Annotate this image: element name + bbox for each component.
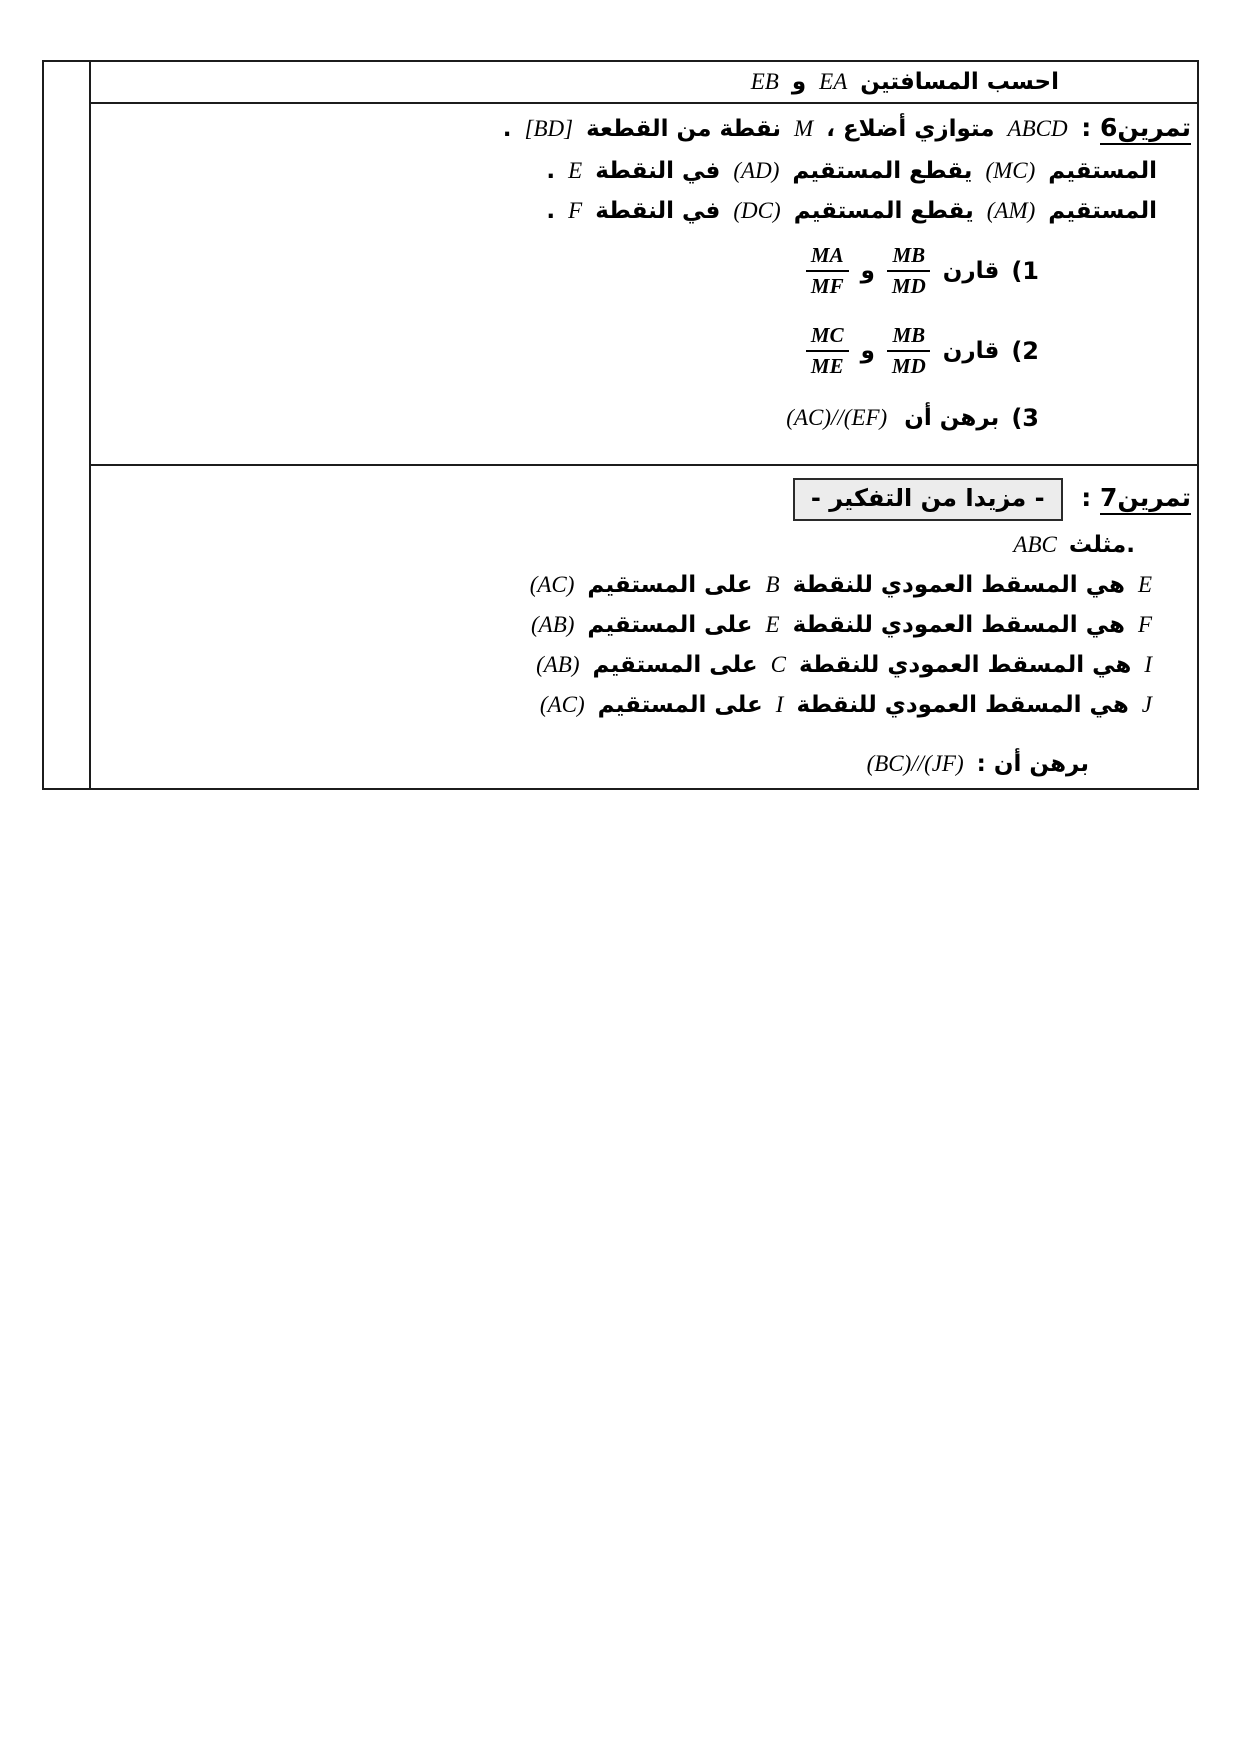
projection-statement-e <box>91 565 1197 605</box>
point-f: F <box>568 198 583 223</box>
line-dc: (DC) <box>733 198 781 223</box>
exercise5-answer-row <box>91 62 1197 104</box>
projection-statement-f <box>91 605 1197 645</box>
triangle-word: مثلث. <box>1068 532 1135 558</box>
intersects-word: يقطع المستقيم <box>793 198 974 224</box>
compare-word: قارن <box>942 338 1000 364</box>
fraction-mb-md <box>887 322 931 380</box>
fraction-mb-md <box>887 242 931 300</box>
point-m: M <box>794 116 814 141</box>
line-mc-statement <box>91 152 1197 190</box>
fraction-mc-me <box>806 322 849 380</box>
exercise7-title: تمرين7 <box>1100 483 1191 515</box>
question2 <box>91 322 1197 380</box>
onto-line-text: على المستقيم <box>592 652 758 678</box>
fraction-denominator: MD <box>891 274 926 298</box>
and-conjunction: و <box>791 69 807 95</box>
exercise7-section <box>91 466 1197 788</box>
onto-line-text: على المستقيم <box>587 572 753 598</box>
question1 <box>91 242 1197 300</box>
orthogonal-projection-text: هي المسقط العمودي للنقطة <box>799 652 1132 678</box>
point-j: J <box>1141 692 1152 717</box>
point-e: E <box>1137 572 1152 597</box>
triangle-name: ABC <box>1013 532 1057 557</box>
orthogonal-projection-text: هي المسقط العمودي للنقطة <box>792 572 1125 598</box>
point-f: F <box>1137 612 1152 637</box>
intersects-word: يقطع المستقيم <box>792 158 973 184</box>
exercise-table <box>42 60 1199 790</box>
exercise6-title: تمرين6 <box>1100 113 1191 145</box>
content-column <box>91 62 1197 788</box>
point-i: I <box>1144 652 1152 677</box>
line-word: المستقيم <box>1048 198 1157 224</box>
point-b: B <box>765 572 780 597</box>
line-ac: (AC) <box>529 572 575 597</box>
orthogonal-projection-text: هي المسقط العمودي للنقطة <box>792 612 1125 638</box>
and-conjunction: و <box>860 338 875 364</box>
distance-ea: EA <box>819 69 848 94</box>
and-conjunction: و <box>860 258 875 284</box>
question3 <box>91 404 1197 432</box>
line-mc: (MC) <box>985 158 1036 183</box>
margin-column <box>44 62 91 788</box>
projection-statement-i <box>91 645 1197 685</box>
point-of-segment-text: نقطة من القطعة <box>586 116 782 142</box>
point-c: C <box>770 652 786 677</box>
prove-word: برهن أن <box>904 405 1000 431</box>
fraction-denominator: MF <box>810 274 844 298</box>
parallelogram-name: ABCD <box>1007 116 1068 141</box>
exercise6-title-line <box>91 109 1197 148</box>
exercise6-section <box>91 104 1197 466</box>
parallelogram-text: متوازي أضلاع ، <box>826 116 995 142</box>
onto-line-text: على المستقيم <box>597 692 763 718</box>
at-point-word: في النقطة <box>595 198 721 224</box>
fraction-numerator: MA <box>806 242 849 272</box>
orthogonal-projection-text: هي المسقط العمودي للنقطة <box>796 692 1129 718</box>
more-thinking-box <box>793 478 1063 521</box>
exercise7-title-line <box>91 474 1197 523</box>
prove-statement <box>91 743 1197 785</box>
distance-eb: EB <box>750 69 779 94</box>
line-ab: (AB) <box>536 652 580 677</box>
fraction-denominator: ME <box>810 354 844 378</box>
calc-distances-text: احسب المسافتين <box>860 69 1059 95</box>
question1-number: (1 <box>1011 257 1039 285</box>
line-am-statement <box>91 192 1197 230</box>
parallel-formula-bc-jf: (BC)//(JF) <box>866 751 964 776</box>
fraction-numerator: MC <box>806 322 849 352</box>
parallel-formula-ac-ef: (AC)//(EF) <box>786 405 888 430</box>
line-word: المستقيم <box>1048 158 1157 184</box>
line-am: (AM) <box>986 198 1036 223</box>
onto-line-text: على المستقيم <box>587 612 753 638</box>
prove-that-text: برهن أن : <box>976 751 1089 777</box>
fraction-numerator: MB <box>887 322 930 352</box>
fraction-denominator: MD <box>891 354 926 378</box>
compare-word: قارن <box>942 258 1000 284</box>
exercise7-title-colon: : <box>1072 483 1100 512</box>
exercise6-title-colon: : <box>1072 113 1100 142</box>
fraction-numerator: MB <box>887 242 930 272</box>
sentence-dot: . <box>502 116 512 142</box>
calc-distances-line <box>91 63 1197 101</box>
fraction-ma-mf <box>806 242 849 300</box>
projection-statement-j <box>91 685 1197 725</box>
question2-number: (2 <box>1011 337 1039 365</box>
question3-number: (3 <box>1011 404 1039 432</box>
point-e: E <box>568 158 583 183</box>
line-ac: (AC) <box>539 692 585 717</box>
line-ad: (AD) <box>733 158 780 183</box>
segment-bd: [BD] <box>524 116 574 141</box>
line-ab: (AB) <box>530 612 575 637</box>
point-e: E <box>765 612 780 637</box>
sentence-dot: . <box>546 158 556 184</box>
sentence-dot: . <box>546 198 556 224</box>
more-thinking-label: - مزيدا من التفكير - <box>810 484 1045 512</box>
at-point-word: في النقطة <box>595 158 721 184</box>
triangle-statement <box>91 527 1197 563</box>
point-i: I <box>775 692 784 717</box>
